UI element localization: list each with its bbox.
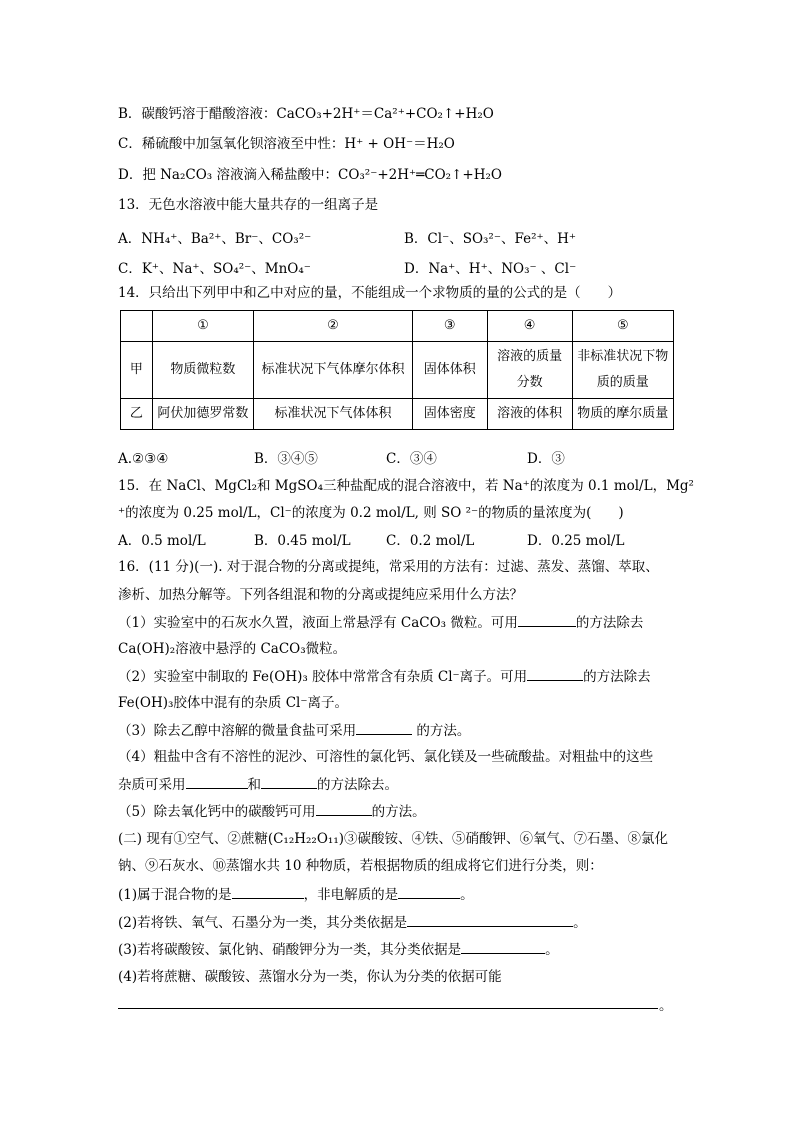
q15-stem-line-1: 15．在 NaCl、MgCl₂和 MgSO₄三种盐配成的混合溶液中，若 Na⁺的浓度为 0.1 mol/L，Mg² xyxy=(118,478,694,494)
answer-blank[interactable] xyxy=(118,1008,658,1009)
q16-sub2-text: （2）实验室中制取的 Fe(OH)₃ 胶体中常常含有杂质 Cl⁻离子。可用 xyxy=(118,669,528,685)
q16-sub1-line-2: Ca(OH)₂溶液中悬浮的 CaCO₃微粒。 xyxy=(118,641,347,657)
table-cell: 物质的摩尔质量 xyxy=(572,399,673,430)
table-cell: 乙 xyxy=(121,399,153,430)
table-row xyxy=(121,399,674,430)
table-cell: 甲 xyxy=(121,342,153,399)
q12-option-b: B．碳酸钙溶于醋酸溶液：CaCO₃+2H⁺＝Ca²⁺+CO₂↑+H₂O xyxy=(118,106,494,122)
answer-blank[interactable] xyxy=(518,612,576,627)
q13-option-c: C．K⁺、Na⁺、SO₄²⁻、MnO₄⁻ xyxy=(118,261,311,277)
q16-sub2-line-1 xyxy=(118,666,651,687)
q15-option-a: A．0.5 mol/L xyxy=(118,533,206,549)
q16-part2-line-1: (二) 现有①空气、②蔗糖(C₁₂H₂₂O₁₁)③碳酸铵、④铁、⑤硝酸钾、⑥氧气、⑦石墨、⑧氯化 xyxy=(118,831,668,847)
q14-stem: 14．只给出下列甲中和乙中对应的量，不能组成一个求物质的量的公式的是（ ） xyxy=(118,285,622,301)
q16-part2-item-4: (4)若将蔗糖、碳酸铵、蒸馏水分为一类，你认为分类的依据可能 xyxy=(118,969,502,985)
q13-option-b: B．Cl⁻、SO₃²⁻、Fe²⁺、H⁺ xyxy=(404,231,577,247)
answer-blank[interactable] xyxy=(398,884,460,899)
q14-option-d: D．③ xyxy=(527,451,565,467)
table-cell: 标准状况下气体摩尔体积 xyxy=(254,342,413,399)
q16-item2-text: (2)若将铁、氧气、石墨分为一类，其分类依据是 xyxy=(118,915,408,931)
q16-sub4-line-2 xyxy=(118,774,398,795)
q16-item2-text: 。 xyxy=(573,915,587,931)
q15-option-c: C．0.2 mol/L xyxy=(386,533,475,549)
q16-sub3 xyxy=(118,720,470,741)
q16-item3-text: (3)若将碳酸铵、氯化钠、硝酸钾分为一类，其分类依据是 xyxy=(118,942,462,958)
answer-blank[interactable] xyxy=(316,801,372,816)
q16-sub1-text: 的方法除去 xyxy=(575,615,644,631)
q15-stem-line-2: ⁺的浓度为 0.25 mol/L，Cl⁻的浓度为 0.2 mol/L, 则 SO ²⁻的物质的量浓度为( ) xyxy=(118,505,624,521)
table-cell: 固体密度 xyxy=(412,399,487,430)
table-cell: ④ xyxy=(487,311,572,342)
answer-blank[interactable] xyxy=(527,666,583,681)
answer-blank[interactable] xyxy=(356,720,412,735)
q13-option-a: A．NH₄⁺、Ba²⁺、Br⁻、CO₃²⁻ xyxy=(118,231,312,247)
table-cell: 阿伏加德罗常数 xyxy=(152,399,253,430)
table-cell: 溶液的体积 xyxy=(487,399,572,430)
q16-sub3-text: （3）除去乙醇中溶解的微量食盐可采用 xyxy=(118,723,357,739)
q16-sub4-line-1: （4）粗盐中含有不溶性的泥沙、可溶性的氯化钙、氯化镁及一些硫酸盐。对粗盐中的这些 xyxy=(118,749,654,765)
q16-sub5-text: 的方法。 xyxy=(371,804,426,820)
q16-sub2-text: 的方法除去 xyxy=(583,669,651,685)
table-cell: ⑤ xyxy=(572,311,673,342)
answer-blank[interactable] xyxy=(461,939,545,954)
q15-option-b: B．0.45 mol/L xyxy=(254,533,351,549)
q16-item1-text: (1)属于混合物的是 xyxy=(118,887,232,903)
table-cell: ③ xyxy=(412,311,487,342)
table-header-row xyxy=(121,311,674,342)
q16-item3-text: 。 xyxy=(545,942,559,958)
q14-option-b: B．③④⑤ xyxy=(254,451,318,467)
table-cell: 物质微粒数 xyxy=(152,342,253,399)
answer-blank[interactable] xyxy=(407,912,573,927)
answer-blank[interactable] xyxy=(186,774,248,789)
q13-option-d: D．Na⁺、H⁺、NO₃⁻ 、Cl⁻ xyxy=(404,261,577,277)
q16-part2-item-3 xyxy=(118,939,559,960)
q12-option-c: C．稀硫酸中加氢氧化钡溶液至中性：H⁺ + OH⁻＝H₂O xyxy=(118,136,455,152)
q14-table xyxy=(120,310,674,430)
q16-sub4-text: 和 xyxy=(247,777,261,793)
table-cell: 非标准状况下物质的质量 xyxy=(572,342,673,399)
q16-sub4-text: 的方法除去。 xyxy=(317,777,398,793)
q16-stem-line-2: 渗析、加热分解等。下列各组混和物的分离或提纯应采用什么方法？ xyxy=(118,587,523,603)
q16-sub5-text: （5）除去氧化钙中的碳酸钙可用 xyxy=(118,804,316,820)
q13-stem: 13．无色水溶液中能大量共存的一组离子是 xyxy=(118,197,379,213)
q16-sub1-text: （1）实验室中的石灰水久置，液面上常悬浮有 CaCO₃ 微粒。可用 xyxy=(118,615,518,631)
q16-sub2-line-2: Fe(OH)₃胶体中混有的杂质 Cl⁻离子。 xyxy=(118,695,348,711)
q16-part2-item-1 xyxy=(118,884,474,905)
table-cell: 固体体积 xyxy=(412,342,487,399)
table-cell xyxy=(121,311,153,342)
q16-sub3-text: 的方法。 xyxy=(412,723,471,739)
table-cell: 溶液的质量分数 xyxy=(487,342,572,399)
answer-blank[interactable] xyxy=(261,774,317,789)
q16-sub1-line-1 xyxy=(118,612,643,633)
q12-option-d: D．把 Na₂CO₃ 溶液滴入稀盐酸中：CO₃²⁻+2H⁺═CO₂↑+H₂O xyxy=(118,167,502,183)
q14-option-c: C．③④ xyxy=(386,451,437,467)
q16-part2-item-2 xyxy=(118,912,587,933)
q16-sub4-text: 杂质可采用 xyxy=(118,777,186,793)
q14-option-a: A.②③④ xyxy=(118,451,169,467)
table-row xyxy=(121,342,674,399)
answer-blank[interactable] xyxy=(232,884,304,899)
q16-item1-text: ，非电解质的是 xyxy=(303,887,399,903)
table-cell: ① xyxy=(152,311,253,342)
q16-item1-text: 。 xyxy=(460,887,474,903)
q16-sub5 xyxy=(118,801,426,822)
q16-stem-line-1: 16．(11 分)(一). 对于混合物的分离或提纯，常采用的方法有：过滤、蒸发、蒸馏、萃取、 xyxy=(118,559,659,575)
table-cell: 标准状况下气体体积 xyxy=(254,399,413,430)
q16-part2-line-2: 钠、⑨石灰水、⑩蒸馏水共 10 种物质，若根据物质的组成将它们进行分类，则： xyxy=(118,858,603,874)
table-cell: ② xyxy=(254,311,413,342)
q15-option-d: D．0.25 mol/L xyxy=(527,533,625,549)
q16-item4-end: 。 xyxy=(659,998,673,1014)
